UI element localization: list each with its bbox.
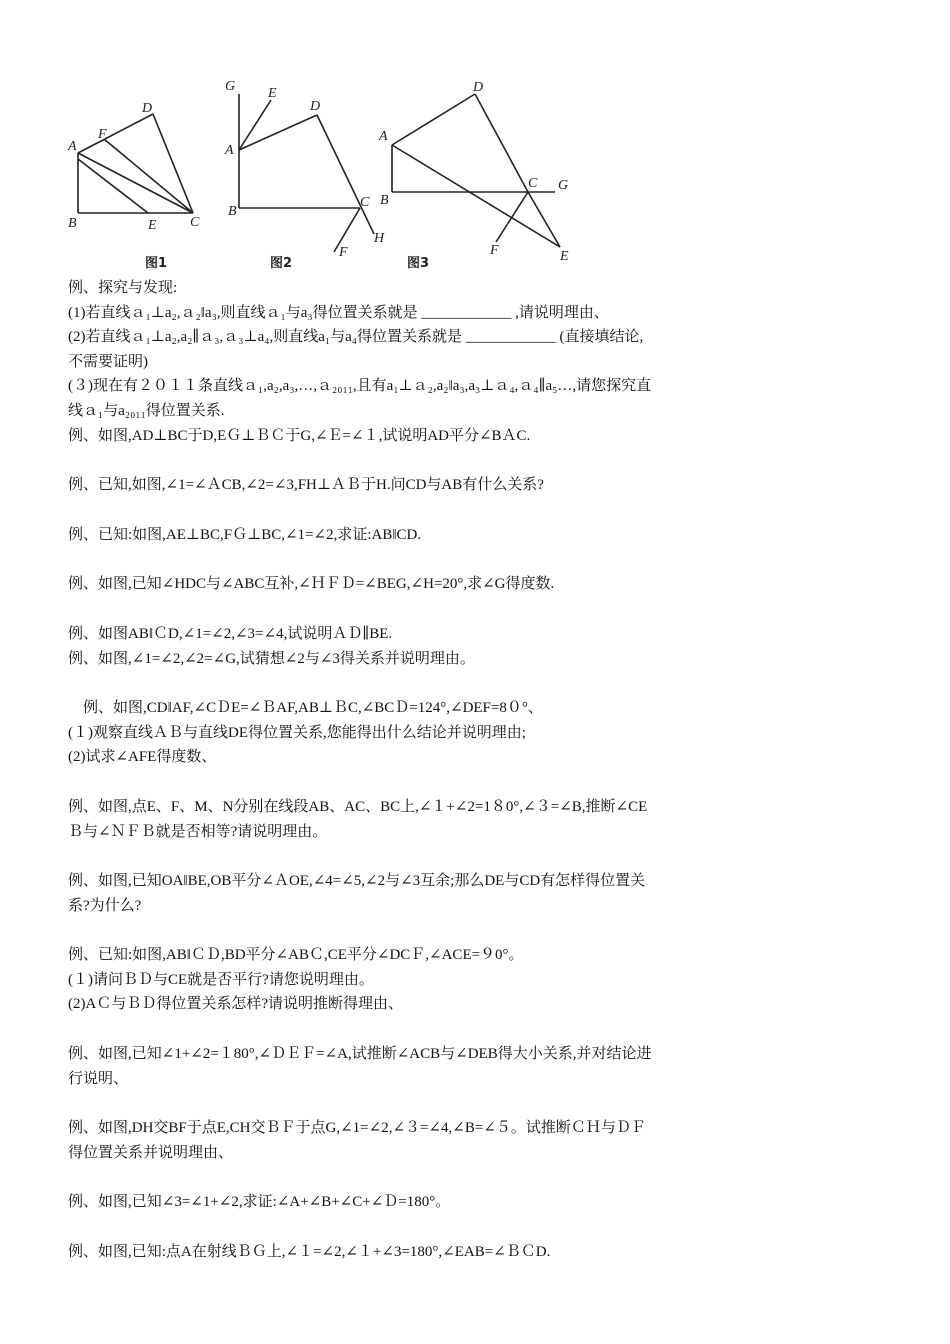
- text-line: (1)若直线ａ₁⊥a₂,ａ₂‖a₃,则直线ａ₁与a₃得位置关系就是 ____________ ,请说明理由、: [68, 304, 609, 321]
- text-line: (１)请问ＢＤ与CE就是否平行?请您说明理由。: [68, 971, 374, 988]
- fig1-label-C: C: [190, 215, 200, 230]
- geometry-figures: [60, 72, 600, 277]
- fig1-caption: 图1: [145, 256, 168, 271]
- fig2-label-F: F: [339, 245, 348, 260]
- blank-line: [68, 844, 768, 869]
- fig1-label-F: F: [98, 127, 107, 142]
- blank-line: [68, 1215, 768, 1240]
- text-line: 例、如图,AD⊥BC于D,EＧ⊥ＢＣ于G,∠Ｅ=∠１,试说明AD平分∠BＡC.: [68, 427, 531, 444]
- text-line: (2)若直线ａ₁⊥a₂,a₂∥ａ₃,ａ₃⊥a₄,则直线a₁与a₄得位置关系就是 ____________ (直接填结论,: [68, 329, 644, 346]
- text-line: 不需要证明): [68, 353, 148, 370]
- figure-2: [224, 79, 385, 271]
- text-line: 例、已知:如图,AE⊥BC,FＧ⊥BC,∠1=∠2,求证:AB‖CD.: [68, 526, 422, 543]
- fig2-label-C: C: [360, 195, 370, 210]
- fig2-label-G: G: [225, 79, 236, 94]
- fig3-label-D: D: [473, 80, 484, 95]
- blank-line: [68, 1017, 768, 1042]
- fig1-label-B: B: [68, 216, 77, 231]
- fig3-label-G: G: [558, 178, 569, 193]
- text-line: 例、如图,点E、F、M、N分别在线段AB、AC、BC上,∠１+∠2=1８0°,∠３=∠B,推断∠CE: [68, 798, 648, 815]
- fig3-label-B: B: [380, 193, 389, 208]
- figure-3: [378, 80, 569, 271]
- blank-line: [68, 498, 768, 523]
- blank-line: [68, 918, 768, 943]
- exercise-list: [68, 276, 768, 1265]
- text-line: 例、如图,已知∠1+∠2=１80°,∠ＤＥＦ=∠A,试推断∠ACB与∠DEB得大小关系,并对结论进: [68, 1046, 652, 1063]
- text-line: 得位置关系并说明理由、: [68, 1144, 234, 1161]
- blank-line: [68, 547, 768, 572]
- text-line: 例、已知:如图,AB‖ＣＤ,BD平分∠ABＣ,CE平分∠DCＦ,∠ACE=９0°。: [68, 947, 524, 964]
- text-line: 例、如图,已知∠HDC与∠ABC互补,∠ＨＦＤ=∠BEG,∠H=20°,求∠G得度数.: [68, 576, 555, 593]
- blank-line: [68, 448, 768, 473]
- fig2-label-D: D: [310, 99, 321, 114]
- figure-1: [67, 101, 200, 271]
- text-line: 系?为什么?: [68, 897, 142, 914]
- blank-line: [68, 770, 768, 795]
- text-line: 例、如图,已知∠3=∠1+∠2,求证:∠A+∠B+∠C+∠Ｄ=180°。: [68, 1194, 451, 1211]
- fig3-label-F: F: [490, 243, 499, 258]
- fig3-caption: 图3: [407, 256, 430, 271]
- text-line: Ｂ与∠ＮＦＢ就是否相等?请说明理由。: [68, 823, 328, 840]
- text-line: 例、如图,已知OA‖BE,OB平分∠ＡOE,∠4=∠5,∠2与∠3互余;那么DE与CD有怎样得位置关: [68, 873, 646, 890]
- blank-line: [68, 1165, 768, 1190]
- fig2-label-E: E: [268, 86, 277, 101]
- text-line: (2)试求∠AFE得度数、: [68, 749, 217, 766]
- blank-line: [68, 597, 768, 622]
- fig1-label-E: E: [148, 218, 157, 233]
- fig3-label-C: C: [528, 176, 538, 191]
- text-line: 例、如图AB‖ＣD,∠1=∠2,∠3=∠4,试说明ＡＤ∥BE.: [68, 625, 393, 642]
- blank-line: [68, 671, 768, 696]
- text-line: 线ａ₁与a₂₀₁₁得位置关系.: [68, 402, 225, 419]
- fig2-label-A: A: [225, 143, 234, 158]
- blank-line: [68, 1091, 768, 1116]
- text-line: 例、如图,CD‖AF,∠CＤE=∠ＢAF,AB⊥ＢC,∠BCＤ=124°,∠DEF=8０°、: [68, 700, 543, 717]
- fig1-label-A: A: [68, 139, 77, 154]
- fig3-label-A: A: [379, 129, 388, 144]
- text-line: 例、如图,已知:点A在射线ＢＧ上,∠１=∠2,∠１+∠3=180°,∠EAB=∠ＢＣD.: [68, 1244, 551, 1261]
- fig2-caption: 图2: [270, 256, 293, 271]
- text-line: 行说明、: [68, 1070, 129, 1087]
- fig2-label-H: H: [374, 231, 385, 246]
- text-line: 例、如图,DH交BF于点E,CH交ＢＦ于点G,∠1=∠2,∠３=∠4,∠B=∠５。试推断ＣＨ与ＤＦ: [68, 1120, 646, 1137]
- text-line: 例、如图,∠1=∠2,∠2=∠G,试猜想∠2与∠3得关系并说明理由。: [68, 650, 475, 667]
- text-line: (３)现在有２０１１条直线ａ₁,a₂,a₃,…,ａ₂₀₁₁,且有a₁⊥ａ₂,a₂‖a₃,a₃⊥ａ₄,ａ₄∥a₅…,请您探究直: [68, 378, 652, 395]
- text-line: 例、探究与发现:: [68, 280, 178, 296]
- text-line: (2)AＣ与ＢＤ得位置关系怎样?请说明推断得理由、: [68, 996, 403, 1013]
- text-line: 例、已知,如图,∠1=∠ＡCB,∠2=∠3,FH⊥ＡＢ于H.问CD与AB有什么关系?: [68, 477, 544, 494]
- fig2-label-B: B: [228, 204, 237, 219]
- fig1-label-D: D: [142, 101, 153, 116]
- text-line: (１)观察直线ＡＢ与直线DE得位置关系,您能得出什么结论并说明理由;: [68, 724, 526, 741]
- fig3-label-E: E: [560, 249, 569, 264]
